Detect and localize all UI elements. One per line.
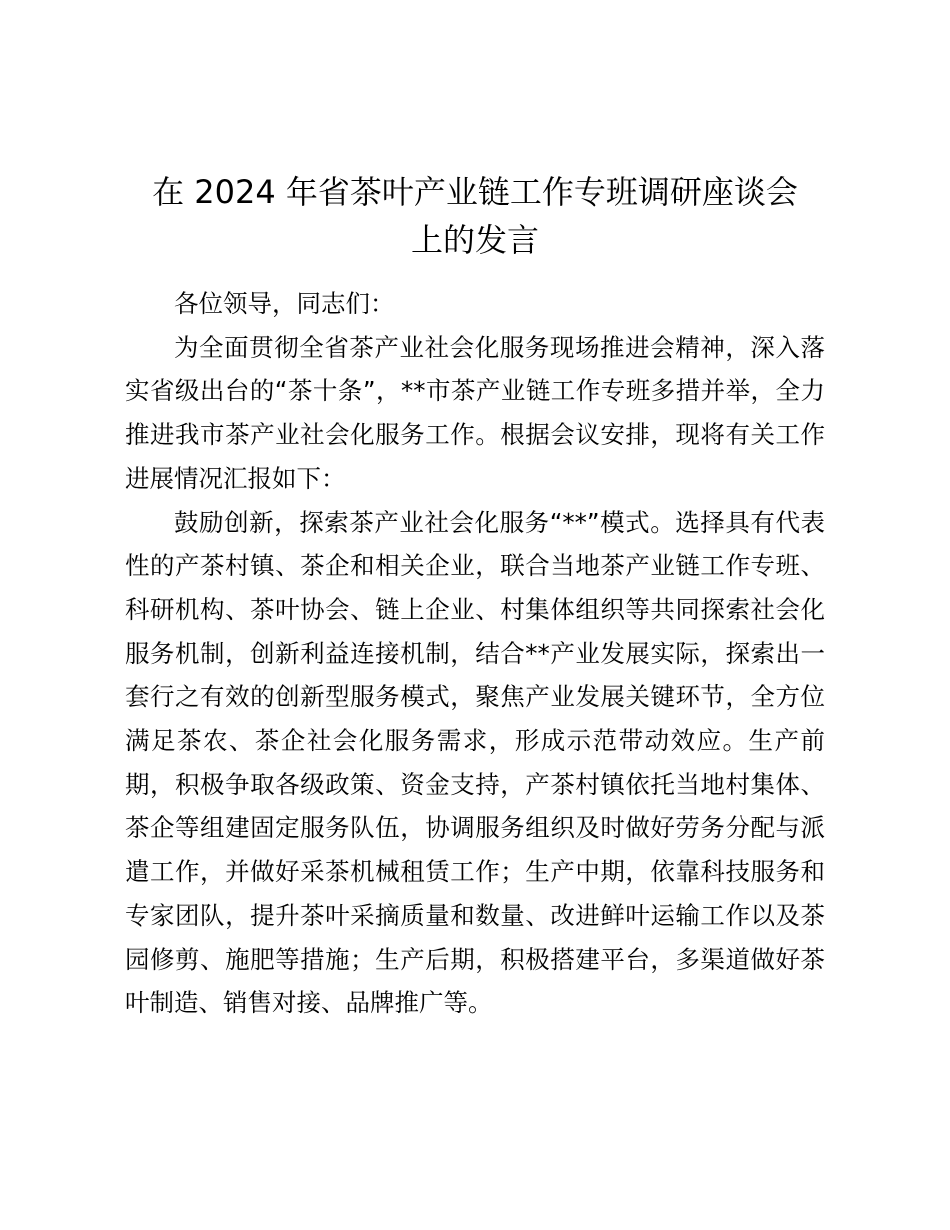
paragraph-line: 进展情况汇报如下： <box>125 463 346 493</box>
paragraph-line: 服务机制，创新利益连接机制，结合**产业发展实际，探索出一 <box>125 638 825 668</box>
document-title <box>130 168 820 264</box>
salutation-paragraph <box>125 282 825 326</box>
intro-paragraph <box>125 326 825 501</box>
paragraph-line: 推进我市茶产业社会化服务工作。根据会议安排，现将有关工作 <box>125 420 825 450</box>
paragraph-line: 茶企等组建固定服务队伍，协调服务组织及时做好劳务分配与派 <box>125 813 825 843</box>
paragraph-line: 科研机构、茶叶协会、链上企业、村集体组织等共同探索社会化 <box>125 594 825 624</box>
paragraph-line: 期，积极争取各级政策、资金支持，产茶村镇依托当地村集体、 <box>125 769 825 799</box>
paragraph-line: 园修剪、施肥等措施；生产后期，积极搭建平台，多渠道做好茶 <box>125 944 825 974</box>
paragraph-line: 鼓励创新，探索茶产业社会化服务“**”模式。选择具有代表 <box>174 507 825 537</box>
paragraph-line: 叶制造、销售对接、品牌推广等。 <box>125 988 493 1018</box>
title-line: 上的发言 <box>410 221 539 259</box>
paragraph-line: 为全面贯彻全省茶产业社会化服务现场推进会精神，深入落 <box>174 332 825 362</box>
innovation-paragraph <box>125 501 825 1025</box>
paragraph-line: 专家团队，提升茶叶采摘质量和数量、改进鲜叶运输工作以及茶 <box>125 900 825 930</box>
paragraph-line: 实省级出台的“茶十条”，**市茶产业链工作专班多措并举，全力 <box>125 376 825 406</box>
paragraph-line: 套行之有效的创新型服务模式，聚焦产业发展关键环节，全方位 <box>125 682 825 712</box>
title-line: 在 2024 年省茶叶产业链工作专班调研座谈会 <box>152 173 798 211</box>
document-body <box>125 282 825 1025</box>
paragraph-line: 性的产茶村镇、茶企和相关企业，联合当地茶产业链工作专班、 <box>125 551 825 581</box>
salutation-line: 各位领导，同志们： <box>174 289 395 318</box>
paragraph-line: 遣工作，并做好采茶机械租赁工作；生产中期，依靠科技服务和 <box>125 857 825 887</box>
paragraph-line: 满足茶农、茶企社会化服务需求，形成示范带动效应。生产前 <box>125 726 825 756</box>
